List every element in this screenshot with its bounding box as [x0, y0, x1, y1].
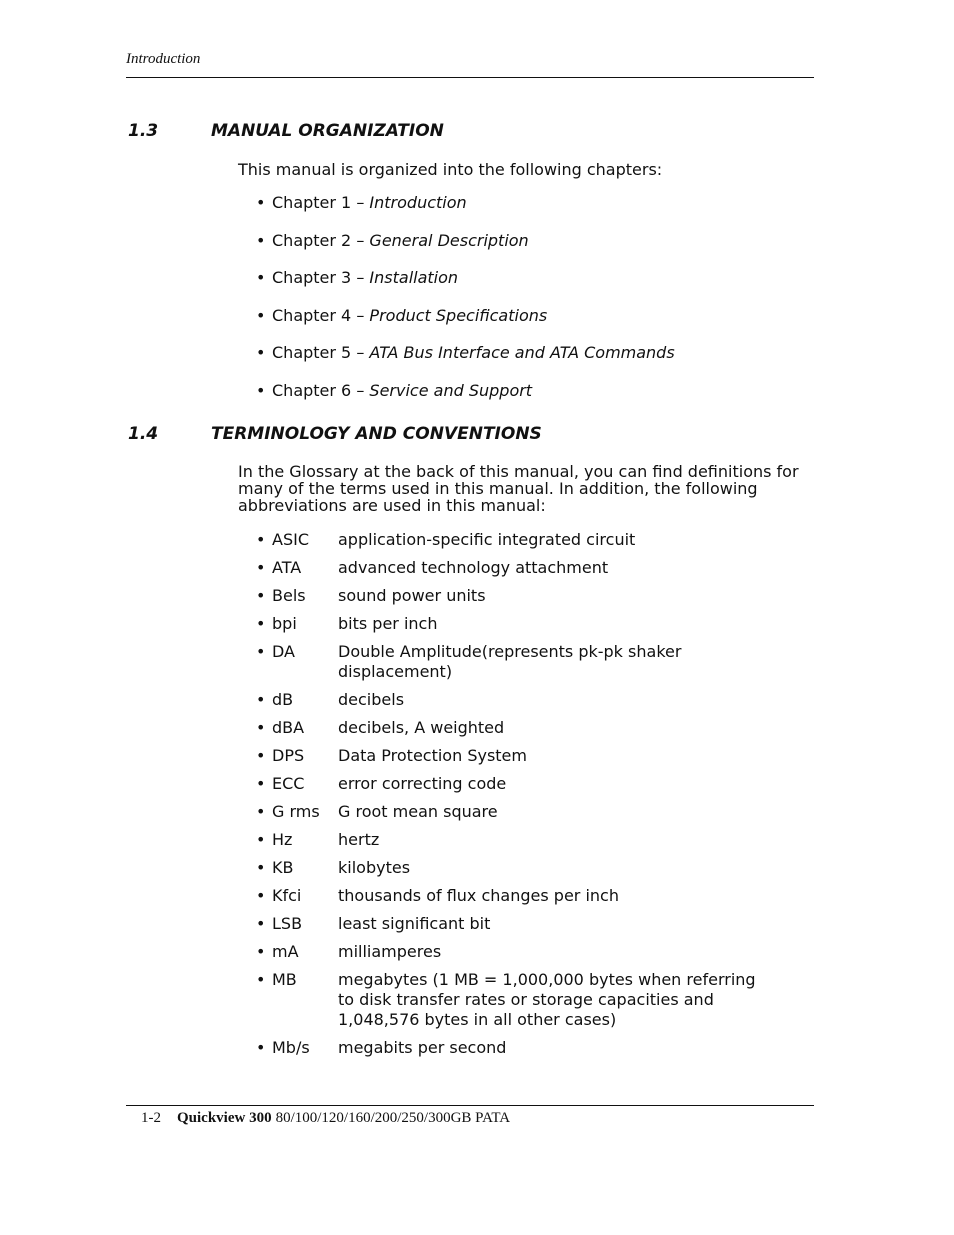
abbreviation-definition: Double Amplitude(represents pk-pk shaker displacement) — [338, 642, 682, 681]
bullet-icon: • — [256, 690, 266, 709]
list-item — [256, 774, 768, 794]
section-number: 1.4 — [128, 424, 159, 444]
bullet-icon: • — [256, 586, 266, 605]
abbreviation-term: bpi — [272, 614, 297, 633]
bullet-icon: • — [256, 942, 266, 961]
section-intro: In the Glossary at the back of this manual, you can find definitions for many of the terms used in this manual. In addition, the following abbreviations are used in this manual: — [238, 462, 799, 515]
page-footer — [141, 1110, 510, 1127]
list-item — [256, 614, 768, 634]
abbreviation-definition: kilobytes — [338, 858, 411, 877]
abbreviation-definition: thousands of flux changes per inch — [338, 886, 619, 905]
chapter-title: Installation — [369, 268, 459, 287]
list-item — [256, 858, 768, 878]
section-title: MANUAL ORGANIZATION — [211, 121, 444, 141]
list-item — [256, 886, 768, 906]
section-intro: This manual is organized into the following chapters: — [238, 160, 663, 179]
list-item — [256, 343, 675, 381]
chapter-label: Chapter 2 – — [272, 230, 365, 250]
abbreviation-definition: hertz — [338, 830, 380, 849]
list-item — [256, 1038, 768, 1058]
section-heading-terminology — [128, 424, 542, 444]
bullet-icon: • — [256, 530, 266, 549]
chapter-title: ATA Bus Interface and ATA Commands — [369, 343, 675, 362]
list-item — [256, 381, 675, 419]
bullet-icon: • — [256, 970, 266, 989]
list-item — [256, 586, 768, 606]
bullet-icon: • — [256, 914, 266, 933]
abbreviation-definition: Data Protection System — [338, 746, 527, 765]
abbreviation-term: LSB — [272, 914, 303, 933]
bullet-icon: • — [256, 746, 266, 765]
abbreviation-definition: least significant bit — [338, 914, 491, 933]
page-number: 1-2 — [141, 1110, 161, 1126]
abbreviation-definition: G root mean square — [338, 802, 498, 821]
bullet-icon: • — [256, 830, 266, 849]
abbreviation-definition: decibels, A weighted — [338, 718, 505, 737]
list-item — [256, 231, 675, 269]
abbreviation-term: G rms — [272, 802, 320, 821]
bullet-icon: • — [256, 614, 266, 633]
bullet-icon: • — [256, 380, 266, 400]
bullet-icon: • — [256, 558, 266, 577]
abbreviation-term: ATA — [272, 558, 302, 577]
section-heading-manual-organization — [128, 121, 444, 141]
chapter-label: Chapter 4 – — [272, 305, 365, 325]
list-item — [256, 914, 768, 934]
abbreviation-term: dBA — [272, 718, 305, 737]
bullet-icon: • — [256, 268, 266, 287]
abbreviation-definition: application-specific integrated circuit — [338, 530, 636, 549]
bullet-icon: • — [256, 343, 266, 362]
abbreviation-definition: milliamperes — [338, 942, 442, 961]
abbreviation-term: ECC — [272, 774, 305, 793]
abbreviation-term: KB — [272, 858, 294, 877]
list-item — [256, 268, 675, 306]
abbreviation-term: mA — [272, 942, 299, 961]
chapter-label: Chapter 3 – — [272, 268, 365, 287]
abbreviation-definition: error correcting code — [338, 774, 507, 793]
list-item — [256, 530, 768, 550]
chapter-title: Service and Support — [369, 380, 533, 400]
bullet-icon: • — [256, 305, 266, 325]
bullet-icon: • — [256, 642, 266, 661]
abbreviation-term: Hz — [272, 830, 293, 849]
chapter-title: Product Specifications — [369, 305, 548, 325]
bullet-icon: • — [256, 858, 266, 877]
list-item — [256, 970, 768, 1030]
chapter-label: Chapter 1 – — [272, 193, 365, 212]
abbreviation-term: Kfci — [272, 886, 302, 905]
abbreviation-term: DA — [272, 642, 295, 661]
bullet-icon: • — [256, 774, 266, 793]
abbreviation-definition: advanced technology attachment — [338, 558, 609, 577]
running-header: Introduction — [126, 51, 201, 67]
bullet-icon: • — [256, 718, 266, 737]
bullet-icon: • — [256, 193, 266, 212]
abbreviation-term: MB — [272, 970, 297, 989]
header-rule — [126, 77, 814, 78]
bullet-icon: • — [256, 886, 266, 905]
list-item — [256, 306, 675, 344]
chapter-label: Chapter 5 – — [272, 343, 365, 362]
list-item — [256, 690, 768, 710]
list-item — [256, 718, 768, 738]
bullet-icon: • — [256, 1038, 266, 1057]
list-item — [256, 942, 768, 962]
list-item — [256, 558, 768, 578]
chapter-title: Introduction — [369, 193, 467, 212]
list-item — [256, 642, 768, 682]
abbreviation-definition: megabits per second — [338, 1038, 507, 1057]
chapter-list — [256, 193, 675, 418]
chapter-label: Chapter 6 – — [272, 380, 365, 400]
abbreviation-definition: decibels — [338, 690, 405, 709]
abbreviation-definition: sound power units — [338, 586, 486, 605]
product-name: Quickview 300 — [177, 1110, 272, 1126]
bullet-icon: • — [256, 802, 266, 821]
section-title: TERMINOLOGY AND CONVENTIONS — [211, 424, 542, 444]
abbreviation-definition: megabytes (1 MB = 1,000,000 bytes when referring to disk transfer rates or storage capacities and 1,048,576 bytes in all other cases) — [338, 970, 756, 1029]
product-variants: 80/100/120/160/200/250/300GB PATA — [275, 1110, 511, 1126]
abbreviation-term: Bels — [272, 586, 306, 605]
list-item — [256, 746, 768, 766]
abbreviation-definition: bits per inch — [338, 614, 438, 633]
abbreviation-list — [256, 530, 768, 1066]
chapter-title: General Description — [369, 230, 529, 250]
list-item — [256, 193, 675, 231]
abbreviation-term: ASIC — [272, 530, 309, 549]
list-item — [256, 802, 768, 822]
bullet-icon: • — [256, 230, 266, 250]
section-number: 1.3 — [128, 121, 159, 141]
abbreviation-term: Mb/s — [272, 1038, 310, 1057]
abbreviation-term: dB — [272, 690, 294, 709]
footer-rule — [126, 1105, 814, 1106]
abbreviation-term: DPS — [272, 746, 305, 765]
list-item — [256, 830, 768, 850]
